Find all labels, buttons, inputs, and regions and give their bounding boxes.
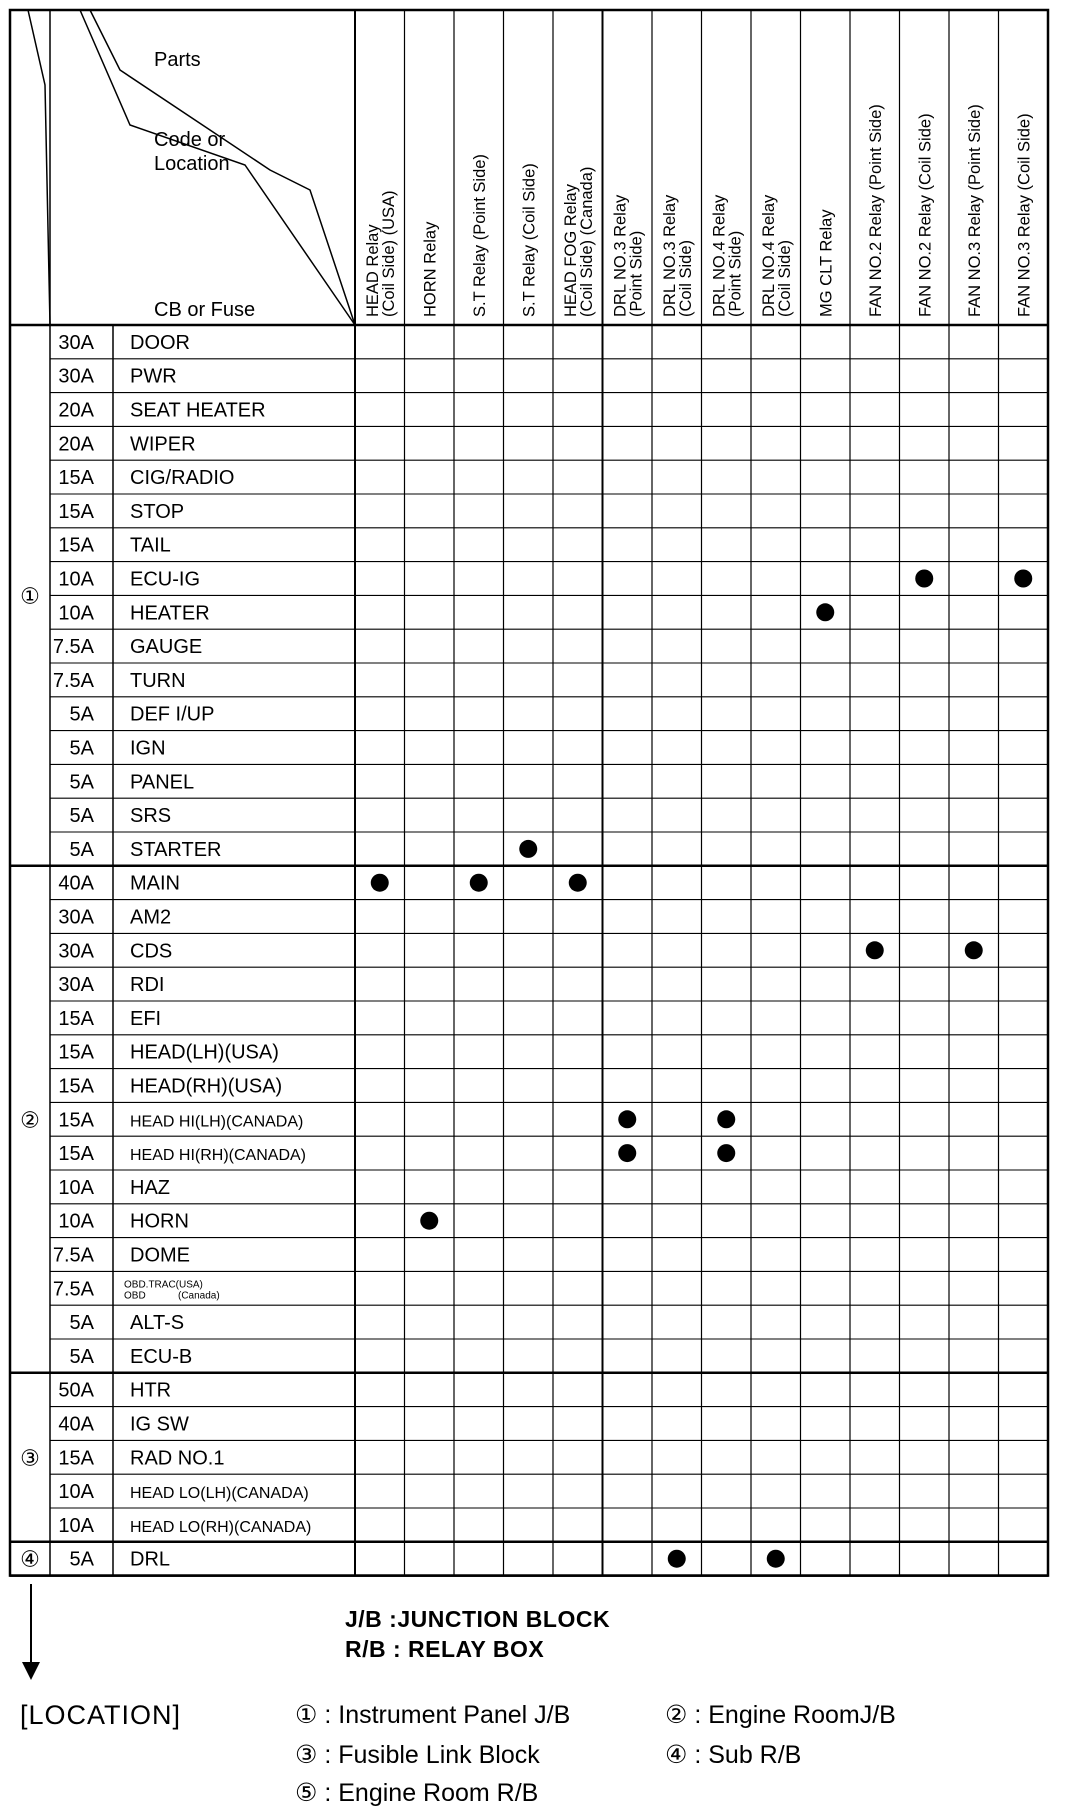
connection-dot (569, 874, 587, 892)
fuse-name: OBD (124, 1290, 146, 1302)
amp-value: 5A (69, 737, 94, 760)
amp-value: 15A (58, 1041, 94, 1064)
column-header: DRL NO.4 Relay (759, 194, 778, 317)
amp-value: 10A (58, 1481, 94, 1504)
column-header: S.T Relay (Point Side) (470, 154, 489, 317)
fuse-name: TURN (130, 669, 186, 692)
amp-value: 30A (58, 940, 94, 963)
fuse-name: SRS (130, 805, 172, 828)
connection-dot (618, 1110, 636, 1128)
fuse-name: DOME (130, 1244, 190, 1267)
fuse-name: ALT-S (130, 1312, 185, 1335)
amp-value: 15A (58, 1447, 94, 1470)
location-label: Location (154, 153, 230, 175)
fuse-name: EFI (130, 1007, 162, 1030)
column-header: HEAD FOG Relay (561, 184, 580, 317)
amp-value: 5A (69, 1345, 94, 1368)
column-header: MG CLT Relay (817, 209, 836, 317)
location-legend-title: [LOCATION] (20, 1700, 182, 1730)
amp-value: 7.5A (52, 1278, 94, 1301)
connection-dot (519, 840, 537, 858)
fuse-name: TAIL (130, 534, 171, 557)
fuse-name: HEATER (130, 602, 210, 625)
column-header: FAN NO.3 Relay (Coil Side) (1015, 113, 1034, 317)
amp-value: 5A (69, 805, 94, 828)
amp-value: 30A (58, 365, 94, 388)
fuse-name: HEAD LO(LH)(CANADA) (130, 1485, 309, 1503)
amp-value: 7.5A (52, 669, 94, 692)
column-header: (Coil Side) (775, 239, 794, 317)
amp-value: 15A (58, 500, 94, 523)
fuse-name: RAD NO.1 (130, 1447, 225, 1470)
location-marker: ① (20, 583, 40, 609)
connection-dot (717, 1144, 735, 1162)
fuse-name: SEAT HEATER (130, 399, 266, 422)
column-header: (Coil Side) (Canada) (577, 166, 596, 317)
header-diagonal (28, 10, 50, 325)
fuse-name: HEAD(RH)(USA) (130, 1075, 283, 1098)
connection-dot (717, 1110, 735, 1128)
amp-value: 20A (58, 399, 94, 422)
column-header: HORN Relay (421, 221, 440, 317)
connection-dot (371, 874, 389, 892)
fuse-name: HEAD LO(RH)(CANADA) (130, 1518, 312, 1536)
connection-dot (1014, 570, 1032, 588)
fuse-name: CIG/RADIO (130, 467, 235, 490)
fuse-name: DEF I/UP (130, 703, 215, 726)
fuse-name: HEAD HI(RH)(CANADA) (130, 1147, 306, 1165)
fuse-name: ECU-IG (130, 568, 200, 591)
amp-value: 30A (58, 331, 94, 354)
amp-value: 10A (58, 1210, 94, 1233)
fuse-name: CDS (130, 940, 173, 963)
fuse-name: STARTER (130, 838, 222, 861)
location-marker: ③ (20, 1445, 40, 1471)
cb-or-fuse-label: CB or Fuse (154, 299, 256, 321)
fuse-name: IG SW (130, 1413, 189, 1436)
column-header: (Coil Side) (USA) (379, 190, 398, 317)
fuse-name: WIPER (130, 433, 196, 456)
location-marker: ④ (20, 1546, 40, 1572)
column-header: (Point Side) (726, 230, 745, 317)
fuse-name: HAZ (130, 1176, 170, 1199)
amp-value: 7.5A (52, 636, 94, 659)
fuse-name: AM2 (130, 906, 172, 929)
fuse-name: HORN (130, 1210, 189, 1233)
connection-dot (668, 1550, 686, 1568)
connection-dot (915, 570, 933, 588)
fuse-name: HEAD(LH)(USA) (130, 1041, 279, 1064)
connection-dot (866, 941, 884, 959)
location-item: ④ : Sub R/B (665, 1741, 802, 1769)
amp-value: 5A (69, 1312, 94, 1335)
fuse-name: GAUGE (130, 636, 203, 659)
amp-value: 15A (58, 1143, 94, 1166)
down-arrow-icon (16, 1584, 46, 1684)
fuse-name: ECU-B (130, 1345, 193, 1368)
amp-value: 15A (58, 1109, 94, 1132)
column-header: (Point Side) (627, 230, 646, 317)
location-item: ⑤ : Engine Room R/B (295, 1779, 539, 1807)
amp-value: 5A (69, 1548, 94, 1571)
fuse-name: PWR (130, 365, 177, 388)
amp-value: 15A (58, 467, 94, 490)
amp-value: 15A (58, 1075, 94, 1098)
amp-value: 15A (58, 534, 94, 557)
fuse-name: (Canada) (178, 1290, 220, 1302)
amp-value: 30A (58, 974, 94, 997)
amp-value: 10A (58, 602, 94, 625)
column-header: FAN NO.3 Relay (Point Side) (965, 104, 984, 317)
parts-label: Parts (154, 49, 201, 71)
amp-value: 5A (69, 703, 94, 726)
code-label: Code or (154, 129, 226, 151)
connection-dot (965, 941, 983, 959)
location-item: ② : Engine RoomJ/B (665, 1701, 896, 1729)
fuse-name: PANEL (130, 771, 195, 794)
amp-value: 5A (69, 838, 94, 861)
column-header: S.T Relay (Coil Side) (520, 163, 539, 317)
amp-value: 15A (58, 1007, 94, 1030)
amp-value: 50A (58, 1379, 94, 1402)
column-header: DRL NO.3 Relay (611, 194, 630, 317)
rb-abbreviation: R/B : RELAY BOX (345, 1636, 545, 1662)
fuse-name: DRL (130, 1548, 171, 1571)
connection-dot (470, 874, 488, 892)
column-header: (Coil Side) (676, 239, 695, 317)
amp-value: 40A (58, 1413, 94, 1436)
connection-dot (816, 603, 834, 621)
fuse-name: DOOR (130, 331, 190, 354)
amp-value: 40A (58, 872, 94, 895)
column-header: FAN NO.2 Relay (Coil Side) (916, 113, 935, 317)
connection-dot (618, 1144, 636, 1162)
amp-value: 20A (58, 433, 94, 456)
fuse-name: MAIN (130, 872, 180, 895)
connection-dot (420, 1212, 438, 1230)
fuse-name: IGN (130, 737, 166, 760)
column-header: DRL NO.4 Relay (710, 194, 729, 317)
amp-value: 5A (69, 771, 94, 794)
fuse-name: STOP (130, 500, 185, 523)
fuse-name: OBD.TRAC(USA) (124, 1279, 203, 1291)
jb-abbreviation: J/B :JUNCTION BLOCK (345, 1606, 611, 1632)
abbreviation-legend (345, 1604, 610, 1664)
column-header: FAN NO.2 Relay (Point Side) (866, 104, 885, 317)
location-item: ① : Instrument Panel J/B (295, 1701, 571, 1729)
column-header: HEAD Relay (363, 224, 382, 317)
amp-value: 10A (58, 568, 94, 591)
fuse-name: RDI (130, 974, 165, 997)
column-header: DRL NO.3 Relay (660, 194, 679, 317)
fuse-name: HEAD HI(LH)(CANADA) (130, 1113, 304, 1131)
fuse-name: HTR (130, 1379, 172, 1402)
amp-value: 10A (58, 1514, 94, 1537)
location-marker: ② (20, 1107, 40, 1133)
amp-value: 30A (58, 906, 94, 929)
connection-dot (767, 1550, 785, 1568)
amp-value: 7.5A (52, 1244, 94, 1267)
amp-value: 10A (58, 1176, 94, 1199)
location-item: ③ : Fusible Link Block (295, 1741, 540, 1769)
